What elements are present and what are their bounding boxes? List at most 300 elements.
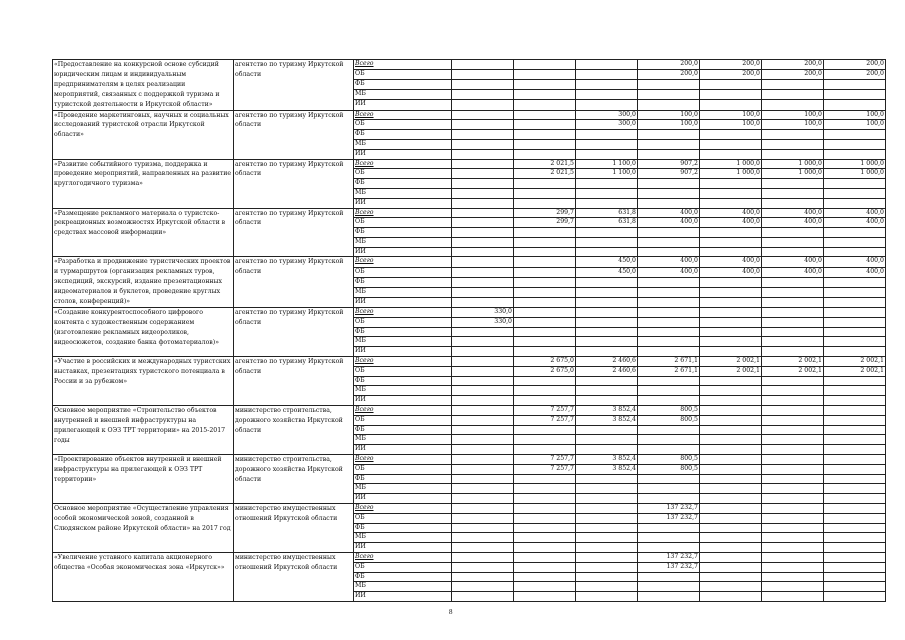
amount-cell: 1 100,0 — [576, 159, 638, 169]
amount-cell — [824, 149, 886, 159]
amount-cell — [762, 582, 824, 592]
responsible-executor: министерство строительства, дорожного хозяйства Иркутской области — [234, 405, 354, 454]
amount-cell — [762, 347, 824, 357]
amount-cell — [762, 503, 824, 513]
table-row — [53, 110, 886, 120]
amount-cell — [514, 347, 576, 357]
amount-cell — [700, 198, 762, 208]
funding-source: МБ — [354, 435, 452, 445]
funding-source: ИИ — [354, 445, 452, 455]
amount-cell — [824, 572, 886, 582]
amount-cell: 450,0 — [576, 257, 638, 267]
amount-cell — [514, 139, 576, 149]
funding-source: МБ — [354, 237, 452, 247]
amount-cell — [762, 592, 824, 602]
amount-cell: 2 002,1 — [824, 366, 886, 376]
amount-cell — [452, 376, 514, 386]
funding-source: ИИ — [354, 592, 452, 602]
amount-cell — [576, 386, 638, 396]
amount-cell — [638, 317, 700, 327]
amount-cell — [700, 533, 762, 543]
responsible-executor: агентство по туризму Иркутской области — [234, 60, 354, 111]
funding-source: ИИ — [354, 297, 452, 307]
amount-cell: 800,5 — [638, 464, 700, 474]
amount-cell — [576, 396, 638, 406]
amount-cell — [762, 130, 824, 140]
table-row — [53, 503, 886, 513]
activity-description: «Предоставление на конкурсной основе субсидий юридическим лицам и индивидуальным предпринимателям в целях реализации мероприятий, связанных с поддержкой туризма и туристской деятельности в Иркутской области» — [53, 60, 234, 111]
amount-cell: 400,0 — [762, 267, 824, 277]
amount-cell: 100,0 — [762, 120, 824, 130]
amount-cell: 450,0 — [576, 267, 638, 277]
amount-cell — [824, 494, 886, 504]
amount-cell — [824, 287, 886, 297]
amount-cell — [452, 386, 514, 396]
amount-cell: 800,5 — [638, 454, 700, 464]
amount-cell — [762, 425, 824, 435]
amount-cell — [700, 562, 762, 572]
activity-description: «Проведение маркетинговых, научных и социальных исследований туристской отрасли Иркутской области» — [53, 110, 234, 159]
amount-cell — [638, 277, 700, 287]
amount-cell — [452, 267, 514, 277]
amount-cell — [824, 188, 886, 198]
amount-cell — [514, 228, 576, 238]
amount-cell: 200,0 — [700, 60, 762, 70]
amount-cell — [762, 494, 824, 504]
funding-source: МБ — [354, 337, 452, 347]
amount-cell — [452, 208, 514, 218]
amount-cell — [452, 543, 514, 553]
amount-cell — [762, 100, 824, 110]
amount-cell — [514, 592, 576, 602]
amount-cell — [700, 454, 762, 464]
table-row — [53, 454, 886, 464]
funding-source: ФБ — [354, 572, 452, 582]
amount-cell — [514, 80, 576, 90]
amount-cell — [700, 149, 762, 159]
amount-cell — [452, 90, 514, 100]
amount-cell — [452, 159, 514, 169]
amount-cell — [824, 474, 886, 484]
funding-source: ОБ — [354, 415, 452, 425]
amount-cell — [452, 130, 514, 140]
funding-source: ОБ — [354, 562, 452, 572]
amount-cell — [824, 464, 886, 474]
amount-cell: 2 671,1 — [638, 366, 700, 376]
amount-cell — [452, 503, 514, 513]
responsible-executor: агентство по туризму Иркутской области — [234, 308, 354, 357]
amount-cell: 400,0 — [824, 208, 886, 218]
amount-cell — [700, 297, 762, 307]
amount-cell — [762, 149, 824, 159]
funding-source: ФБ — [354, 425, 452, 435]
amount-cell — [452, 218, 514, 228]
funding-source: ИИ — [354, 100, 452, 110]
amount-cell — [762, 523, 824, 533]
amount-cell — [762, 247, 824, 257]
amount-cell: 100,0 — [700, 120, 762, 130]
amount-cell: 2 002,1 — [824, 357, 886, 367]
responsible-executor: министерство имущественных отношений Иркутской области — [234, 503, 354, 552]
amount-cell — [824, 405, 886, 415]
amount-cell — [700, 247, 762, 257]
amount-cell: 800,5 — [638, 415, 700, 425]
amount-cell — [638, 308, 700, 318]
amount-cell — [514, 297, 576, 307]
table-row — [53, 552, 886, 562]
amount-cell: 137 232,7 — [638, 513, 700, 523]
amount-cell — [700, 484, 762, 494]
funding-source: ФБ — [354, 327, 452, 337]
amount-cell: 631,8 — [576, 218, 638, 228]
amount-cell — [824, 523, 886, 533]
amount-cell — [514, 287, 576, 297]
funding-source: МБ — [354, 139, 452, 149]
amount-cell — [514, 247, 576, 257]
amount-cell — [576, 308, 638, 318]
amount-cell — [762, 484, 824, 494]
amount-cell — [452, 396, 514, 406]
amount-cell — [638, 396, 700, 406]
amount-cell — [700, 228, 762, 238]
amount-cell — [576, 552, 638, 562]
amount-cell — [514, 484, 576, 494]
funding-source: ОБ — [354, 218, 452, 228]
amount-cell — [452, 533, 514, 543]
amount-cell — [638, 435, 700, 445]
funding-source: ФБ — [354, 277, 452, 287]
amount-cell — [514, 327, 576, 337]
funding-source: Всего — [354, 405, 452, 415]
amount-cell — [700, 139, 762, 149]
funding-source: ОБ — [354, 464, 452, 474]
amount-cell: 100,0 — [700, 110, 762, 120]
amount-cell — [638, 100, 700, 110]
amount-cell: 330,0 — [452, 317, 514, 327]
amount-cell — [576, 90, 638, 100]
amount-cell — [576, 247, 638, 257]
amount-cell — [700, 445, 762, 455]
amount-cell — [576, 337, 638, 347]
amount-cell — [638, 297, 700, 307]
amount-cell — [700, 327, 762, 337]
amount-cell — [452, 513, 514, 523]
funding-source: ОБ — [354, 70, 452, 80]
funding-source: ФБ — [354, 474, 452, 484]
amount-cell — [514, 552, 576, 562]
funding-source: МБ — [354, 90, 452, 100]
amount-cell — [514, 513, 576, 523]
amount-cell: 2 675,0 — [514, 366, 576, 376]
amount-cell — [576, 60, 638, 70]
amount-cell: 200,0 — [638, 70, 700, 80]
amount-cell — [452, 445, 514, 455]
amount-cell: 200,0 — [762, 70, 824, 80]
amount-cell — [762, 337, 824, 347]
amount-cell: 7 257,7 — [514, 405, 576, 415]
amount-cell — [700, 376, 762, 386]
amount-cell — [452, 80, 514, 90]
funding-source: МБ — [354, 188, 452, 198]
amount-cell — [762, 297, 824, 307]
funding-source: ИИ — [354, 543, 452, 553]
amount-cell: 7 257,7 — [514, 415, 576, 425]
amount-cell — [514, 70, 576, 80]
amount-cell — [700, 337, 762, 347]
amount-cell: 400,0 — [638, 218, 700, 228]
amount-cell — [576, 425, 638, 435]
amount-cell — [638, 337, 700, 347]
activity-description: Основное мероприятие «Строительство объектов внутренней и внешней инфраструктуры на прилегающей к ОЭЗ ТРТ территории» на 2015-2017 годы — [53, 405, 234, 454]
amount-cell: 3 852,4 — [576, 415, 638, 425]
amount-cell — [824, 100, 886, 110]
amount-cell — [576, 297, 638, 307]
amount-cell: 1 000,0 — [824, 169, 886, 179]
amount-cell — [514, 110, 576, 120]
amount-cell — [514, 435, 576, 445]
funding-source: МБ — [354, 484, 452, 494]
amount-cell — [452, 435, 514, 445]
table-row — [53, 357, 886, 367]
amount-cell: 330,0 — [452, 308, 514, 318]
amount-cell — [700, 287, 762, 297]
amount-cell — [452, 297, 514, 307]
amount-cell — [762, 287, 824, 297]
amount-cell — [452, 277, 514, 287]
amount-cell — [824, 582, 886, 592]
amount-cell — [762, 415, 824, 425]
amount-cell — [638, 425, 700, 435]
amount-cell — [514, 543, 576, 553]
amount-cell — [576, 317, 638, 327]
amount-cell — [700, 347, 762, 357]
amount-cell: 400,0 — [824, 218, 886, 228]
amount-cell — [576, 435, 638, 445]
amount-cell: 3 852,4 — [576, 405, 638, 415]
amount-cell — [700, 130, 762, 140]
funding-source: Всего — [354, 454, 452, 464]
amount-cell: 2 021,5 — [514, 169, 576, 179]
amount-cell — [824, 503, 886, 513]
amount-cell: 100,0 — [638, 110, 700, 120]
amount-cell — [452, 572, 514, 582]
amount-cell: 400,0 — [700, 267, 762, 277]
amount-cell — [762, 277, 824, 287]
amount-cell — [576, 179, 638, 189]
amount-cell — [824, 513, 886, 523]
amount-cell — [514, 425, 576, 435]
amount-cell: 137 232,7 — [638, 503, 700, 513]
amount-cell — [452, 198, 514, 208]
amount-cell — [762, 552, 824, 562]
amount-cell — [514, 60, 576, 70]
amount-cell: 400,0 — [638, 267, 700, 277]
amount-cell — [576, 287, 638, 297]
amount-cell: 137 232,7 — [638, 552, 700, 562]
amount-cell — [452, 247, 514, 257]
amount-cell: 200,0 — [638, 60, 700, 70]
amount-cell — [762, 386, 824, 396]
amount-cell — [638, 327, 700, 337]
amount-cell — [576, 100, 638, 110]
amount-cell — [700, 572, 762, 582]
amount-cell — [576, 572, 638, 582]
amount-cell — [452, 366, 514, 376]
amount-cell: 400,0 — [700, 257, 762, 267]
funding-source: ФБ — [354, 376, 452, 386]
amount-cell: 2 002,1 — [762, 357, 824, 367]
amount-cell — [638, 543, 700, 553]
funding-source: МБ — [354, 287, 452, 297]
funding-source: МБ — [354, 533, 452, 543]
amount-cell: 907,2 — [638, 169, 700, 179]
amount-cell: 631,8 — [576, 208, 638, 218]
funding-source: ИИ — [354, 396, 452, 406]
amount-cell: 300,0 — [576, 120, 638, 130]
amount-cell — [576, 139, 638, 149]
amount-cell: 400,0 — [700, 218, 762, 228]
amount-cell — [576, 149, 638, 159]
amount-cell — [762, 464, 824, 474]
amount-cell — [452, 188, 514, 198]
amount-cell — [824, 308, 886, 318]
amount-cell — [452, 120, 514, 130]
amount-cell — [452, 149, 514, 159]
amount-cell — [452, 337, 514, 347]
amount-cell — [700, 552, 762, 562]
amount-cell — [638, 90, 700, 100]
amount-cell: 400,0 — [824, 257, 886, 267]
amount-cell — [452, 60, 514, 70]
table-row — [53, 405, 886, 415]
amount-cell — [824, 90, 886, 100]
amount-cell — [762, 179, 824, 189]
amount-cell — [824, 386, 886, 396]
amount-cell: 200,0 — [824, 70, 886, 80]
funding-source: ИИ — [354, 198, 452, 208]
amount-cell — [638, 247, 700, 257]
amount-cell — [824, 484, 886, 494]
responsible-executor: агентство по туризму Иркутской области — [234, 159, 354, 208]
amount-cell — [638, 592, 700, 602]
amount-cell: 1 000,0 — [762, 159, 824, 169]
amount-cell — [824, 327, 886, 337]
responsible-executor: агентство по туризму Иркутской области — [234, 357, 354, 406]
amount-cell — [514, 533, 576, 543]
amount-cell — [452, 405, 514, 415]
amount-cell — [514, 130, 576, 140]
funding-source: ФБ — [354, 130, 452, 140]
amount-cell — [452, 228, 514, 238]
amount-cell: 2 671,1 — [638, 357, 700, 367]
amount-cell — [824, 139, 886, 149]
amount-cell — [824, 376, 886, 386]
funding-source: Всего — [354, 503, 452, 513]
amount-cell: 2 675,0 — [514, 357, 576, 367]
amount-cell — [824, 198, 886, 208]
amount-cell — [638, 386, 700, 396]
amount-cell — [514, 188, 576, 198]
amount-cell — [700, 100, 762, 110]
amount-cell — [514, 376, 576, 386]
amount-cell — [700, 80, 762, 90]
amount-cell: 3 852,4 — [576, 454, 638, 464]
amount-cell — [762, 198, 824, 208]
amount-cell — [700, 543, 762, 553]
amount-cell — [700, 503, 762, 513]
amount-cell: 400,0 — [762, 218, 824, 228]
amount-cell — [762, 376, 824, 386]
amount-cell — [514, 257, 576, 267]
funding-source: МБ — [354, 582, 452, 592]
funding-source: ФБ — [354, 523, 452, 533]
amount-cell — [576, 70, 638, 80]
amount-cell — [514, 386, 576, 396]
amount-cell — [576, 445, 638, 455]
amount-cell: 100,0 — [824, 110, 886, 120]
amount-cell — [638, 533, 700, 543]
amount-cell — [824, 228, 886, 238]
amount-cell — [762, 228, 824, 238]
amount-cell — [762, 435, 824, 445]
amount-cell — [638, 237, 700, 247]
amount-cell — [576, 562, 638, 572]
funding-source: ОБ — [354, 366, 452, 376]
funding-source: Всего — [354, 357, 452, 367]
amount-cell — [452, 425, 514, 435]
amount-cell — [762, 308, 824, 318]
activity-description: «Создание конкурентоспособного цифрового контента с художественным содержанием (изготовление рекламных видеороликов, видеосюжетов, создание банка фотоматериалов)» — [53, 308, 234, 357]
amount-cell — [700, 188, 762, 198]
amount-cell — [700, 523, 762, 533]
amount-cell — [824, 80, 886, 90]
amount-cell — [700, 317, 762, 327]
amount-cell: 2 021,5 — [514, 159, 576, 169]
amount-cell — [576, 188, 638, 198]
amount-cell — [452, 523, 514, 533]
amount-cell — [762, 513, 824, 523]
funding-source: ИИ — [354, 247, 452, 257]
amount-cell: 300,0 — [576, 110, 638, 120]
amount-cell: 100,0 — [638, 120, 700, 130]
amount-cell — [638, 484, 700, 494]
amount-cell — [514, 523, 576, 533]
amount-cell — [514, 267, 576, 277]
amount-cell — [824, 562, 886, 572]
amount-cell — [824, 277, 886, 287]
amount-cell — [514, 120, 576, 130]
amount-cell — [514, 317, 576, 327]
amount-cell: 3 852,4 — [576, 464, 638, 474]
amount-cell — [452, 70, 514, 80]
amount-cell: 400,0 — [762, 208, 824, 218]
amount-cell: 7 257,7 — [514, 454, 576, 464]
amount-cell — [638, 523, 700, 533]
amount-cell — [452, 100, 514, 110]
amount-cell — [514, 494, 576, 504]
table-row — [53, 257, 886, 267]
amount-cell — [762, 327, 824, 337]
amount-cell — [762, 317, 824, 327]
amount-cell — [700, 405, 762, 415]
funding-source: Всего — [354, 110, 452, 120]
amount-cell — [514, 582, 576, 592]
amount-cell: 907,2 — [638, 159, 700, 169]
amount-cell — [700, 464, 762, 474]
amount-cell — [452, 494, 514, 504]
amount-cell — [452, 179, 514, 189]
amount-cell: 137 232,7 — [638, 562, 700, 572]
